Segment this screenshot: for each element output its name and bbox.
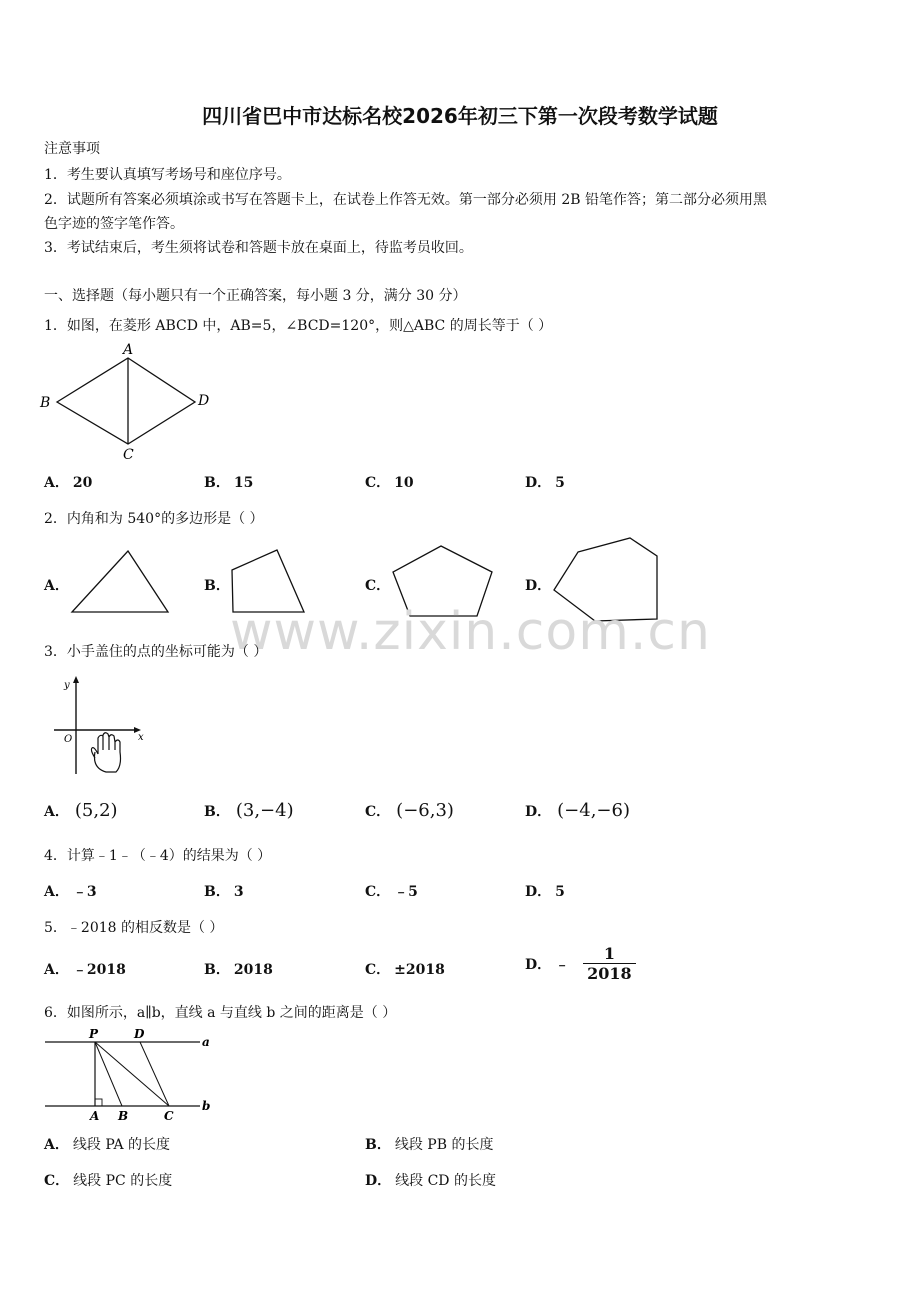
parallel-lines-figure (40, 1026, 220, 1126)
q6-option-c[interactable] (44, 1170, 172, 1190)
question-1-stem: 1．如图，在菱形 ABCD 中，AB=5，∠BCD=120°，则△ABC 的周长等于（ ） (44, 318, 553, 334)
option-value: ﹣2018 (72, 962, 126, 978)
option-letter: A． (44, 962, 69, 978)
line-label-a: a (202, 1035, 210, 1049)
q2-option-a[interactable]: A． (44, 578, 69, 594)
option-value: 5 (555, 884, 565, 900)
q2-option-d[interactable]: D． (525, 578, 552, 594)
option-value: ﹣3 (72, 884, 97, 900)
option-letter: D． (525, 804, 552, 820)
fraction-denominator: 2018 (587, 964, 632, 983)
q1-option-a[interactable] (44, 472, 92, 492)
notice-item: 3．考试结束后，考生须将试卷和答题卡放在桌面上，待监考员收回。 (44, 240, 473, 256)
option-value: 线段 PB 的长度 (394, 1137, 494, 1153)
notice-item: 色字迹的签字笔作答。 (44, 216, 184, 232)
page-title: 四川省巴中市达标名校2026年初三下第一次段考数学试题 (202, 104, 718, 128)
y-axis-label: y (64, 680, 70, 691)
option-letter: D． (525, 884, 552, 900)
option-letter: B． (365, 1137, 391, 1153)
x-axis-label: x (138, 732, 144, 743)
option-value: 10 (394, 475, 414, 491)
option-value: ﹣5 (394, 884, 418, 900)
option-letter: A． (44, 475, 69, 491)
point-label-p: P (89, 1027, 99, 1041)
notice-heading: 注意事项 (44, 141, 100, 157)
option-value: ±2018 (394, 962, 445, 978)
vertex-label-a: A (123, 342, 134, 358)
q2-option-b[interactable]: B． (204, 578, 230, 594)
option-letter: A． (44, 804, 69, 820)
q1-option-b[interactable] (204, 472, 253, 492)
rhombus-figure (38, 340, 218, 465)
fraction-numerator: 1 (583, 944, 636, 964)
q5-option-a[interactable] (44, 959, 126, 979)
option-value: 20 (72, 475, 93, 491)
question-5-stem: 5．﹣2018 的相反数是（ ） (44, 920, 224, 936)
option-letter: C． (365, 884, 391, 900)
option-letter: C． (44, 1173, 70, 1189)
option-value: 线段 PC 的长度 (73, 1173, 173, 1189)
notice-item: 1．考生要认真填写考场号和座位序号。 (44, 167, 291, 183)
point-label-b: B (118, 1109, 129, 1123)
section-heading: 一、选择题（每小题只有一个正确答案，每小题 3 分，满分 30 分） (44, 288, 467, 304)
option-value: 15 (233, 475, 254, 491)
option-value: (−6,3) (396, 800, 454, 821)
option-letter: B． (204, 475, 230, 491)
q4-option-d[interactable] (525, 881, 565, 901)
vertex-label-c: C (123, 447, 134, 463)
question-4-stem: 4．计算﹣1﹣（﹣4）的结果为（ ） (44, 848, 272, 864)
option-letter: C． (365, 804, 391, 820)
option-letter: C． (365, 962, 391, 978)
origin-label: O (64, 734, 73, 745)
question-3-stem: 3．小手盖住的点的坐标可能为（ ） (44, 644, 268, 660)
option-letter: D． (525, 956, 552, 973)
q5-option-d[interactable] (525, 944, 636, 983)
q3-option-c[interactable] (365, 800, 454, 821)
triangle-figure (68, 545, 173, 617)
option-value: 5 (555, 475, 565, 491)
q1-option-c[interactable] (365, 472, 414, 492)
option-value: (5,2) (74, 800, 118, 821)
option-value: 3 (233, 884, 244, 900)
question-6-stem: 6．如图所示，a∥b，直线 a 与直线 b 之间的距离是（ ） (44, 1005, 397, 1021)
option-value: ﹣ (555, 956, 570, 973)
q4-option-b[interactable] (204, 881, 244, 901)
vertex-label-b: B (40, 395, 51, 411)
q3-option-b[interactable] (204, 800, 294, 821)
option-value: 线段 PA 的长度 (72, 1137, 171, 1153)
option-letter: D． (365, 1173, 392, 1189)
point-label-a: A (90, 1109, 100, 1123)
option-letter: D． (525, 475, 552, 491)
option-value: 2018 (233, 962, 273, 978)
q2-option-c[interactable]: C． (365, 578, 391, 594)
notice-item: 2．试题所有答案必须填涂或书写在答题卡上，在试卷上作答无效。第一部分必须用 2B 铅笔作答；第二部分必须用黑 (44, 192, 767, 208)
option-letter: B． (204, 962, 230, 978)
line-label-b: b (202, 1099, 211, 1113)
hand-icon (91, 733, 120, 772)
q4-option-c[interactable] (365, 881, 418, 901)
q1-option-d[interactable] (525, 472, 565, 492)
option-letter: B． (204, 884, 230, 900)
option-letter: A． (44, 1137, 69, 1153)
point-label-c: C (164, 1109, 174, 1123)
q6-option-b[interactable] (365, 1134, 493, 1154)
q6-option-a[interactable] (44, 1134, 170, 1154)
q6-option-d[interactable] (365, 1170, 496, 1190)
vertex-label-d: D (198, 393, 210, 409)
q5-option-c[interactable] (365, 959, 445, 979)
coordinate-figure (40, 672, 155, 782)
question-2-stem: 2．内角和为 540°的多边形是（ ） (44, 511, 264, 527)
option-letter: B． (204, 804, 230, 820)
point-label-d: D (134, 1027, 145, 1041)
option-value: (3,−4) (235, 800, 294, 821)
option-letter: A． (44, 884, 69, 900)
q5-option-b[interactable] (204, 959, 273, 979)
option-letter: C． (365, 475, 391, 491)
q4-option-a[interactable] (44, 881, 97, 901)
q3-option-d[interactable] (525, 800, 630, 821)
option-value: 线段 CD 的长度 (395, 1173, 496, 1189)
fraction (583, 944, 636, 983)
watermark: www.zixin.com.cn (230, 602, 711, 662)
option-value: (−4,−6) (557, 800, 630, 821)
q3-option-a[interactable] (44, 800, 118, 821)
